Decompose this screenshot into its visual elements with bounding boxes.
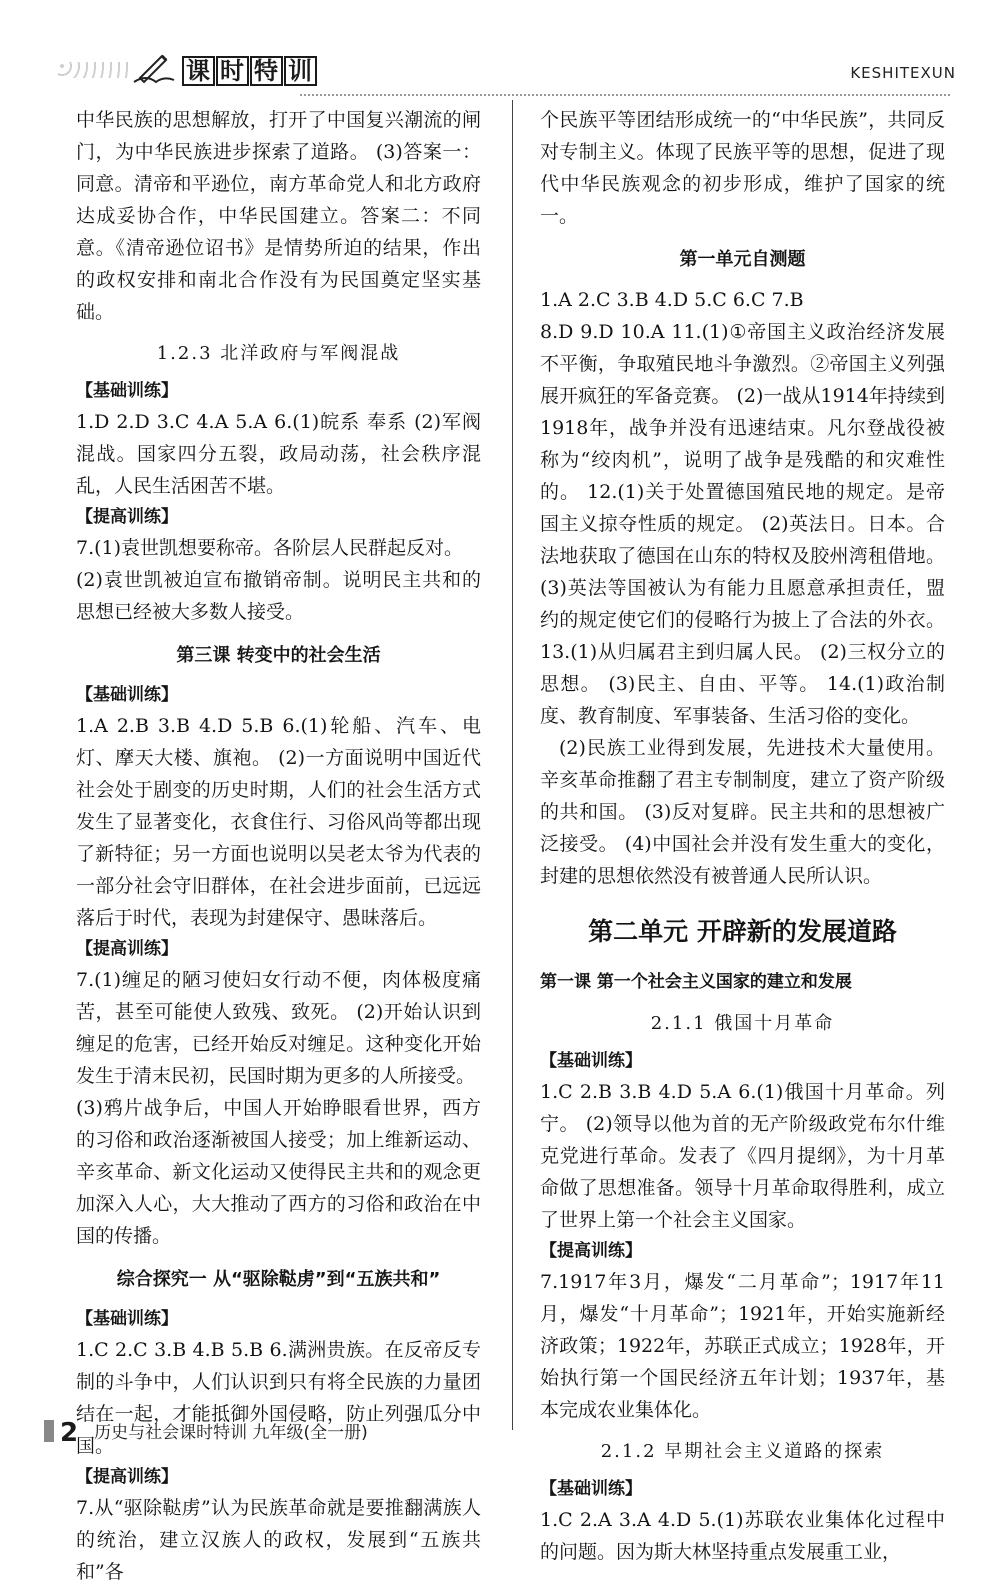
brand-logo xyxy=(182,56,318,86)
exercise-tag: 【提高训练】 xyxy=(76,939,178,959)
answer-paragraph: 7.从“驱除鞑虏”认为民族革命就是要推翻满族人的统治，建立汉族人的政权，发展到“五族共和”各 xyxy=(76,1497,481,1583)
answer-paragraph: 1.C 2.B 3.B 4.D 5.A 6.(1)俄国十月革命。列宁。 (2)领导以他为首的无产阶级政党布尔什维克党进行革命。发表了《四月提纲》，为十月革命做了思想准备。领导十月革命取得胜利，成立了世界上第一个社会主义国家。 xyxy=(540,1081,945,1231)
answer-paragraph: 1.A 2.C 3.B 4.D 5.C 6.C 7.B xyxy=(540,289,804,311)
section-heading: 2.1.2 早期社会主义道路的探索 xyxy=(600,1441,885,1462)
page-footer xyxy=(44,1418,368,1448)
book-title: 历史与社会课时特训 九年级(全一册) xyxy=(94,1423,368,1443)
answer-paragraph: 8.D 9.D 10.A 11.(1)①帝国主义政治经济发展不平衡，争取殖民地斗争激烈。②帝国主义列强展开疯狂的军备竞赛。 (2)一战从1914年持续到1918年，战争并没有迅速结束。凡尔登战役被称为“绞肉机”，说明了战争是残酷的和灾难性的。 12.(1)关于处置德国殖民地的规定。是帝国主义掠夺性质的规定。 (2)英法日。日本。合法地获取了德国在山东的特权及胶州湾租借地。 (3)英法等国被认为有能力且愿意承担责任，盟约的规定使它们的侵略行为披上了合法的外衣。 13.(1)从归属君主到归属人民。 (2)三权分立的思想。 (3)民主、自由、平等。 14.(1)政治制度、教育制度、军事装备、生活习俗的变化。 xyxy=(540,321,945,727)
brand-char: 特 xyxy=(250,56,283,86)
exercise-tag: 【提高训练】 xyxy=(76,507,178,527)
answer-paragraph: 1.A 2.B 3.B 4.D 5.B 6.(1)轮船、汽车、电灯、摩天大楼、旗袍。 (2)一方面说明中国近代社会处于剧变的历史时期，人们的社会生活方式发生了显著变化，衣食住行、习俗风尚等都出现了新特征；另一方面也说明以吴老太爷为代表的一部分社会守旧群体，在社会进步面前，已远远落后于时代，表现为封建保守、愚昧落后。 xyxy=(76,715,481,929)
brand-char: 课 xyxy=(182,56,215,86)
right-column xyxy=(540,104,945,1568)
answer-paragraph: 中华民族的思想解放，打开了中国复兴潮流的闸门，为中华民族进步探索了道路。 (3)答案一：同意。清帝和平逊位，南方革命党人和北方政府达成妥协合作，中华民国建立。答案二：不同意。《清帝逊位诏书》是情势所迫的结果，作出的政权安排和南北合作没有为民国奠定坚实基础。 xyxy=(76,109,481,323)
brand-char: 时 xyxy=(216,56,249,86)
answer-paragraph: 7.(1)袁世凯想要称帝。各阶层人民群起反对。 xyxy=(76,537,464,559)
answer-paragraph: (2)袁世凯被迫宣布撤销帝制。说明民主共和的思想已经被大多数人接受。 xyxy=(76,569,481,623)
answer-paragraph: 1.C 2.C 3.B 4.B 5.B 6.满洲贵族。在反帝反专制的斗争中，人们认识到只有将全民族的力量团结在一起，才能抵御外国侵略，防止列强瓜分中国。 xyxy=(76,1339,481,1457)
section-heading: 2.1.1 俄国十月革命 xyxy=(650,1013,835,1034)
decorative-dots xyxy=(58,62,128,78)
left-column xyxy=(76,104,481,1588)
column-divider xyxy=(512,100,513,1430)
pen-and-book-icon xyxy=(132,52,176,88)
answer-paragraph: 个民族平等团结形成统一的“中华民族”，共同反对专制主义。体现了民族平等的思想，促进了现代中华民族观念的初步形成，维护了国家的统一。 xyxy=(540,109,945,227)
brand-char: 训 xyxy=(284,56,317,86)
answer-paragraph: 1.C 2.A 3.A 4.D 5.(1)苏联农业集体化过程中的问题。因为斯大林坚持重点发展重工业， xyxy=(540,1509,945,1563)
side-tab-mark xyxy=(44,1420,54,1442)
exercise-tag: 【提高训练】 xyxy=(76,1467,178,1487)
answer-paragraph: 7.1917年3月，爆发“二月革命”；1917年11月，爆发“十月革命”；1921年，开始实施新经济政策；1922年，苏联正式成立；1928年，开始执行第一个国民经济五年计划；1937年，基本完成农业集体化。 xyxy=(540,1271,945,1421)
exercise-tag: 【基础训练】 xyxy=(76,1309,178,1329)
lesson-heading: 综合探究一 从“驱除鞑虏”到“五族共和” xyxy=(116,1269,441,1290)
exercise-tag: 【基础训练】 xyxy=(540,1479,642,1499)
answer-paragraph: 1.D 2.D 3.C 4.A 5.A 6.(1)皖系 奉系 (2)军阀混战。国家四分五裂，政局动荡，社会秩序混乱，人民生活困苦不堪。 xyxy=(76,411,481,497)
lesson-heading: 第一课 第一个社会主义国家的建立和发展 xyxy=(540,972,852,992)
unit-title: 第二单元 开辟新的发展道路 xyxy=(588,917,897,946)
page-header xyxy=(0,0,1000,100)
answer-paragraph: (2)民族工业得到发展，先进技术大量使用。辛亥革命推翻了君主专制制度，建立了资产阶级的共和国。 (3)反对复辟。民主共和的思想被广泛接受。 (4)中国社会并没有发生重大的变化，封建的思想依然没有被普通人民所认识。 xyxy=(540,737,945,887)
header-rule xyxy=(300,94,950,96)
brand-pinyin: KESHITEXUN xyxy=(850,64,956,82)
exercise-tag: 【提高训练】 xyxy=(540,1241,642,1261)
section-heading: 1.2.3 北洋政府与军阀混战 xyxy=(156,343,401,364)
test-heading: 第一单元自测题 xyxy=(679,249,806,270)
exercise-tag: 【基础训练】 xyxy=(76,381,178,401)
page-number: 2 xyxy=(60,1418,79,1448)
exercise-tag: 【基础训练】 xyxy=(76,685,178,705)
answer-paragraph: (3)鸦片战争后，中国人开始睁眼看世界，西方的习俗和政治逐渐被国人接受；加上维新运动、辛亥革命、新文化运动又使得民主共和的观念更加深入人心，大大推动了西方的习俗和政治在中国的传播。 xyxy=(76,1097,481,1247)
answer-paragraph: 7.(1)缠足的陋习使妇女行动不便，肉体极度痛苦，甚至可能使人致残、致死。 (2)开始认识到缠足的危害，已经开始反对缠足。这种变化开始发生于清末民初，民国时期为更多的人所接受。 xyxy=(76,969,481,1087)
lesson-heading: 第三课 转变中的社会生活 xyxy=(176,645,381,666)
exercise-tag: 【基础训练】 xyxy=(540,1051,642,1071)
